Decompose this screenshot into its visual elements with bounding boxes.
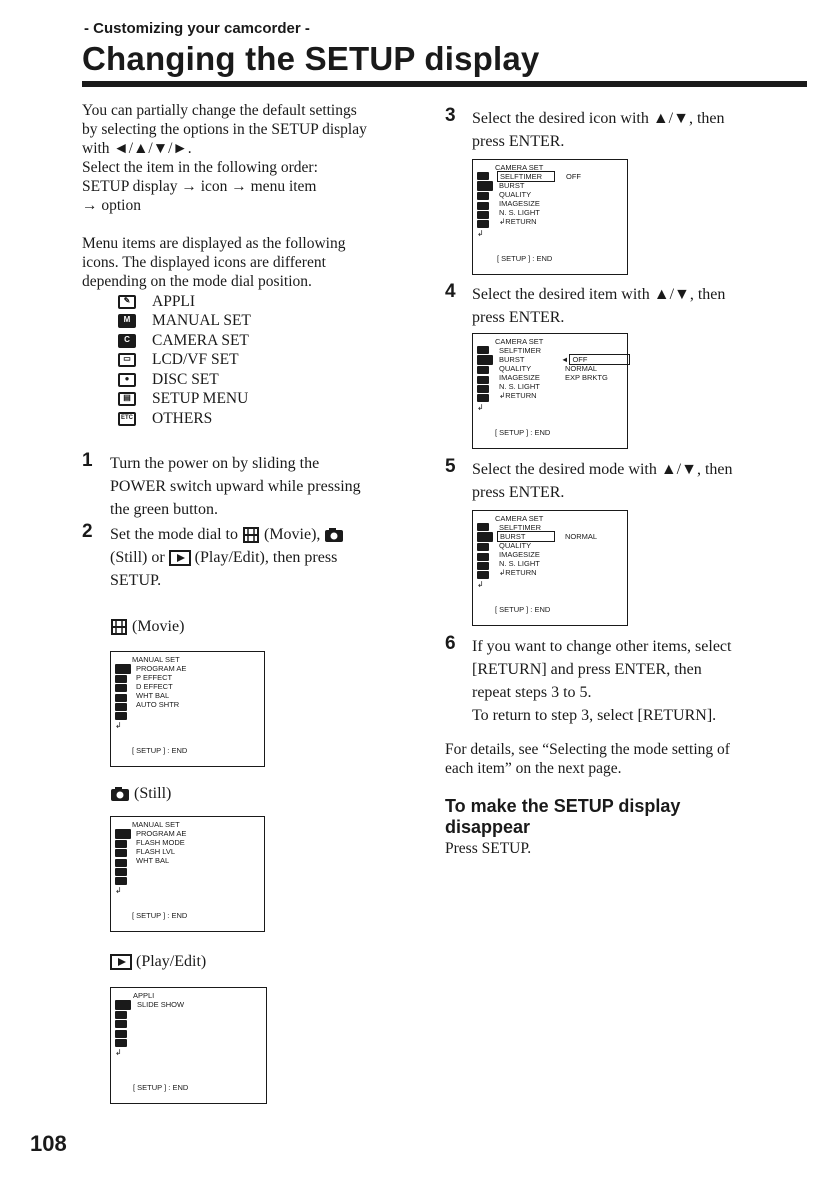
screen-icon-column [477,346,493,412]
details-note: For details, see “Selecting the mode setting of each item” on the next page. [445,741,730,777]
screen-icon-column [115,829,131,895]
disc-set-icon [115,694,127,702]
disc-set-icon: ● [118,373,136,387]
manual-set-icon [115,664,131,674]
play-edit-mode-icon [169,550,191,566]
movie-label: (Movie) [110,615,184,638]
disc-set-icon [477,202,489,210]
movie-mode-icon [110,619,128,635]
step-1-number: 1 [82,450,93,471]
step-5-text: Select the desired mode with ▲/▼, then press ENTER. [472,461,733,501]
still-mode-icon [324,527,344,543]
screen-icon-column [477,523,493,589]
manual-set-icon [477,523,489,531]
others-icon: ETC [118,412,136,426]
disc-set-icon [477,553,489,561]
camera-set-icon: C [118,334,136,348]
others-icon [477,220,489,228]
return-icon: ↲ [477,403,484,413]
disappear-text: Press SETUP. [445,840,532,857]
lcd-vf-set-icon [477,543,489,551]
step-2-number: 2 [82,521,93,542]
title-rule [82,81,807,87]
disc-set-icon [115,859,127,867]
intro-line: icons. The displayed icons are different [82,254,326,271]
manual-set-icon [115,829,131,839]
lcd-vf-set-icon: ▭ [118,353,136,367]
movie-mode-icon [242,527,260,543]
screen-icon-column [115,664,131,730]
step-4-setup-screen: CAMERA SET ↲ SELFTIMER BURST QUALITY IMAGESIZE N. S. LIGHT ↲RETURN ◄ OFF NORMAL EXP BRKTG [ SETUP ] : END [472,333,628,449]
icon-list-item: ▤ SETUP MENU [118,390,251,410]
section-header: - Customizing your camcorder - [84,20,310,37]
intro-line: depending on the mode dial position. [82,273,312,290]
setup-menu-icon [115,1030,127,1038]
lcd-vf-set-icon [477,192,489,200]
icon-list-item: ETC OTHERS [118,409,251,429]
manual-set-icon: M [118,314,136,328]
icon-list-item: ▭ LCD/VF SET [118,351,251,371]
disc-set-icon [115,1020,127,1028]
setup-menu-icon [115,703,127,711]
return-icon: ↲ [115,886,122,896]
return-icon: ↲ [115,721,122,731]
step-5-number: 5 [445,456,456,477]
lcd-vf-set-icon [477,366,489,374]
screen-icon-column [477,172,493,238]
icon-list-item: C CAMERA SET [118,331,251,351]
movie-setup-screen: MANUAL SET ↲ PROGRAM AE P EFFECT D EFFECT WHT BAL AUTO SHTR [ SETUP ] : END [110,651,265,767]
disc-set-icon [477,376,489,384]
camera-set-icon [477,355,493,365]
others-icon [477,571,489,579]
disappear-heading: To make the SETUP display disappear [445,796,681,837]
setup-menu-icon [477,211,489,219]
step-3-setup-screen: CAMERA SET ↲ SELFTIMER OFF BURST QUALITY IMAGESIZE N. S. LIGHT ↲RETURN [ SETUP ] : END [472,159,628,275]
still-label: (Still) [110,782,171,805]
manual-set-icon [477,172,489,180]
intro-line: Menu items are displayed as the following [82,235,346,252]
setup-menu-icon [115,868,127,876]
step-4-text: Select the desired item with ▲/▼, then press ENTER. [472,286,726,326]
intro-line: by selecting the options in the SETUP display [82,121,367,138]
return-icon: ↲ [477,229,484,239]
step-6-text: If you want to change other items, select [RETURN] and press ENTER, then repeat steps 3 to 5. To return to step 3, select [RETURN]. [472,638,732,724]
camera-set-icon [115,840,127,848]
page-number: 108 [30,1131,67,1156]
page-title: Changing the SETUP display [82,40,540,77]
step-1-text: Turn the power on by sliding the POWER switch upward while pressing the green button. [110,455,361,518]
play-edit-label: (Play/Edit) [110,950,206,973]
others-icon [477,394,489,402]
screen-icon-column [115,1000,131,1057]
appli-icon [115,1000,131,1010]
return-icon: ↲ [115,1047,122,1057]
lcd-vf-set-icon [115,1011,127,1019]
others-icon [115,1039,127,1047]
intro-line: → option [82,197,141,214]
intro-paragraph-1 [82,101,367,215]
still-mode-icon [110,786,130,802]
intro-paragraph-2 [82,234,345,291]
step-3-text: Select the desired icon with ▲/▼, then press ENTER. [472,110,725,150]
icon-list-item: ● DISC SET [118,370,251,390]
setup-menu-icon [477,385,489,393]
camera-set-icon [115,675,127,683]
menu-icon-list [118,292,251,429]
icon-list-item: M MANUAL SET [118,312,251,332]
others-icon [115,712,127,720]
icon-list-item: ✎ APPLI [118,292,251,312]
setup-menu-icon [477,562,489,570]
step-3-number: 3 [445,105,456,126]
step-6-number: 6 [445,633,456,654]
play-edit-mode-icon [110,954,132,970]
camera-set-icon [477,181,493,191]
manual-set-icon [477,346,489,354]
return-icon: ↲ [477,580,484,590]
appli-icon: ✎ [118,295,136,309]
lcd-vf-set-icon [115,849,127,857]
lcd-vf-set-icon [115,684,127,692]
still-setup-screen: MANUAL SET ↲ PROGRAM AE FLASH MODE FLASH LVL WHT BAL [ SETUP ] : END [110,816,265,932]
camera-set-icon [477,532,493,542]
intro-line: SETUP display → icon → menu item [82,178,317,195]
setup-menu-icon: ▤ [118,392,136,406]
others-icon [115,877,127,885]
step-2-text: Set the mode dial to (Movie), (Still) or (Play/Edit), then press SETUP. [110,523,344,592]
step-4-number: 4 [445,281,456,302]
intro-line: with ◄/▲/▼/►. [82,140,192,157]
intro-line: You can partially change the default settings [82,102,357,119]
play-setup-screen: APPLI ↲ SLIDE SHOW [ SETUP ] : END [110,987,267,1104]
intro-line: Select the item in the following order: [82,159,318,176]
step-5-setup-screen: CAMERA SET ↲ SELFTIMER BURST QUALITY IMAGESIZE N. S. LIGHT ↲RETURN NORMAL [ SETUP ] : END [472,510,628,626]
